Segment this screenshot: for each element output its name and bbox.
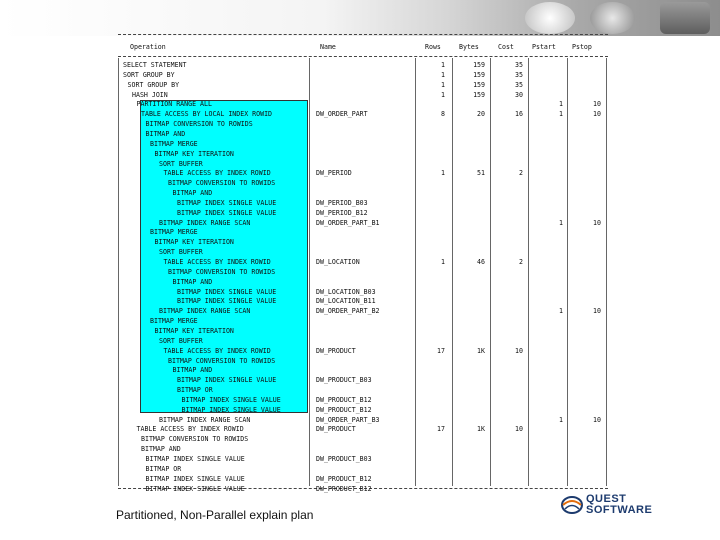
plan-bytes: 159 (473, 61, 485, 69)
column-divider (490, 58, 491, 486)
plan-name: DW_LOCATION (316, 258, 360, 266)
plan-cost: 10 (515, 346, 523, 355)
banner-bulb-image (590, 2, 635, 34)
plan-operation: SORT BUFFER (159, 159, 203, 168)
plan-bytes: 46 (477, 258, 485, 266)
plan-operation: SELECT STATEMENT (123, 61, 187, 69)
plan-operation: BITMAP CONVERSION TO ROWIDS (168, 267, 276, 276)
column-divider (452, 58, 453, 486)
plan-rows: 8 (441, 110, 445, 119)
plan-rows: 1 (441, 169, 445, 178)
plan-operation: SORT BUFFER (159, 336, 203, 345)
plan-operation: BITMAP KEY ITERATION (154, 149, 234, 158)
plan-cost: 16 (515, 110, 523, 119)
plan-pstop: 10 (593, 218, 601, 227)
plan-operation: BITMAP INDEX RANGE SCAN (159, 218, 251, 227)
plan-operation: BITMAP AND (172, 366, 213, 375)
plan-operation: BITMAP INDEX SINGLE VALUE (145, 474, 245, 483)
plan-operation: BITMAP INDEX SINGLE VALUE (177, 287, 277, 296)
plan-operation: BITMAP AND (145, 129, 186, 138)
plan-cost: 35 (515, 61, 523, 69)
plan-operation: BITMAP INDEX RANGE SCAN (159, 415, 251, 424)
plan-operation: BITMAP INDEX SINGLE VALUE (181, 405, 281, 414)
plan-pstop: 10 (593, 100, 601, 109)
plan-name: DW_PRODUCT_B12 (316, 405, 372, 414)
plan-pstart: 1 (559, 307, 563, 316)
banner-face-image (660, 2, 710, 34)
quest-software-logo (560, 493, 678, 517)
plan-rows: 1 (441, 61, 445, 69)
header-cost: Cost (498, 43, 514, 51)
plan-operation: BITMAP KEY ITERATION (154, 238, 234, 247)
header-operation: Operation (130, 43, 166, 51)
plan-cost: 35 (515, 80, 523, 89)
plan-cost: 35 (515, 70, 523, 79)
plan-operation: TABLE ACCESS BY INDEX ROWID (136, 425, 244, 434)
plan-name: DW_PRODUCT_B12 (316, 474, 372, 483)
banner-disc-image (525, 2, 575, 34)
plan-operation: BITMAP MERGE (150, 228, 198, 237)
plan-name: DW_ORDER_PART_B2 (316, 307, 380, 316)
plan-name: DW_PRODUCT (316, 346, 356, 355)
plan-name: DW_PRODUCT_B03 (316, 376, 372, 385)
plan-operation: TABLE ACCESS BY INDEX ROWID (163, 346, 271, 355)
plan-operation: TABLE ACCESS BY INDEX ROWID (163, 169, 271, 178)
plan-operation: BITMAP CONVERSION TO ROWIDS (145, 120, 253, 129)
plan-name: DW_PERIOD_B12 (316, 208, 368, 217)
plan-rows: 1 (441, 90, 445, 99)
plan-operation: BITMAP INDEX SINGLE VALUE (177, 208, 277, 217)
plan-operation: TABLE ACCESS BY INDEX ROWID (163, 258, 271, 266)
plan-operation: BITMAP OR (177, 386, 213, 395)
plan-operation: BITMAP INDEX SINGLE VALUE (181, 395, 281, 404)
header-bytes: Bytes (459, 43, 479, 51)
plan-bytes: 1K (477, 425, 485, 434)
column-divider (118, 58, 119, 486)
slide-caption: Partitioned, Non-Parallel explain plan (116, 508, 314, 522)
header-pstart: Pstart (532, 43, 556, 51)
plan-name: DW_ORDER_PART_B3 (316, 415, 380, 424)
plan-operation: TABLE ACCESS BY LOCAL INDEX ROWID (141, 110, 273, 119)
plan-bytes: 159 (473, 80, 485, 89)
plan-name: DW_PRODUCT (316, 425, 356, 434)
header-name: Name (320, 43, 336, 51)
plan-name: DW_ORDER_PART (316, 110, 368, 119)
logo-line-1: QUEST (586, 493, 627, 505)
plan-pstop: 10 (593, 415, 601, 424)
plan-name: DW_LOCATION_B03 (316, 287, 376, 296)
header-pstop: Pstop (572, 43, 592, 51)
plan-bytes: 1K (477, 346, 485, 355)
column-divider (309, 58, 310, 486)
plan-operation: PARTITION RANGE ALL (136, 100, 212, 109)
header-separator (118, 56, 608, 57)
plan-operation: BITMAP INDEX SINGLE VALUE (177, 198, 277, 207)
plan-pstop: 10 (593, 307, 601, 316)
plan-operation: BITMAP INDEX SINGLE VALUE (145, 484, 245, 493)
plan-name: DW_PERIOD (316, 169, 352, 178)
column-divider (606, 58, 607, 486)
plan-operation: BITMAP OR (145, 464, 182, 473)
plan-cost: 2 (519, 169, 523, 178)
plan-pstart: 1 (559, 100, 563, 109)
plan-pstart: 1 (559, 415, 563, 424)
plan-operation: SORT GROUP BY (123, 70, 175, 79)
plan-pstart: 1 (559, 218, 563, 227)
plan-name: DW_PRODUCT_B03 (316, 455, 372, 463)
plan-operation: BITMAP AND (141, 445, 181, 454)
table-top-border (118, 34, 608, 35)
plan-pstop: 10 (593, 110, 601, 119)
plan-operation: BITMAP AND (172, 189, 213, 198)
plan-rows: 1 (441, 258, 445, 266)
plan-name: DW_PRODUCT_B12 (316, 395, 372, 404)
column-divider (567, 58, 568, 486)
plan-operation: BITMAP AND (172, 277, 213, 286)
plan-operation: BITMAP CONVERSION TO ROWIDS (168, 356, 276, 365)
column-divider (415, 58, 416, 486)
column-divider (528, 58, 529, 486)
plan-operation: SORT GROUP BY (127, 80, 180, 89)
plan-bytes: 20 (477, 110, 485, 119)
plan-rows: 17 (437, 425, 445, 434)
plan-operation: BITMAP INDEX RANGE SCAN (159, 307, 251, 316)
plan-operation: BITMAP INDEX SINGLE VALUE (145, 455, 245, 463)
quest-globe-icon (560, 495, 584, 515)
plan-cost: 2 (519, 258, 523, 266)
plan-name: DW_PRODUCT_B12 (316, 484, 372, 493)
logo-line-2: SOFTWARE (586, 504, 653, 516)
plan-rows: 17 (437, 346, 445, 355)
plan-cost: 10 (515, 425, 523, 434)
plan-operation: BITMAP MERGE (150, 317, 198, 326)
plan-operation: HASH JOIN (132, 90, 168, 99)
top-banner (0, 0, 720, 36)
plan-cost: 30 (515, 90, 523, 99)
plan-operation: SORT BUFFER (159, 248, 203, 257)
plan-operation: BITMAP INDEX SINGLE VALUE (177, 376, 277, 385)
plan-name: DW_LOCATION_B11 (316, 297, 376, 306)
plan-operation: BITMAP CONVERSION TO ROWIDS (141, 435, 249, 444)
plan-pstart: 1 (559, 110, 563, 119)
plan-name: DW_PERIOD_B03 (316, 198, 368, 207)
plan-name: DW_ORDER_PART_B1 (316, 218, 380, 227)
plan-operation: BITMAP INDEX SINGLE VALUE (177, 297, 277, 306)
plan-rows: 1 (441, 80, 445, 89)
plan-bytes: 51 (477, 169, 485, 178)
plan-rows: 1 (441, 70, 445, 79)
plan-operation: BITMAP CONVERSION TO ROWIDS (168, 179, 276, 188)
header-rows: Rows (425, 43, 441, 51)
plan-operation: BITMAP KEY ITERATION (154, 326, 234, 335)
plan-operation: BITMAP MERGE (150, 139, 198, 148)
plan-bytes: 159 (473, 70, 485, 79)
plan-bytes: 159 (473, 90, 485, 99)
